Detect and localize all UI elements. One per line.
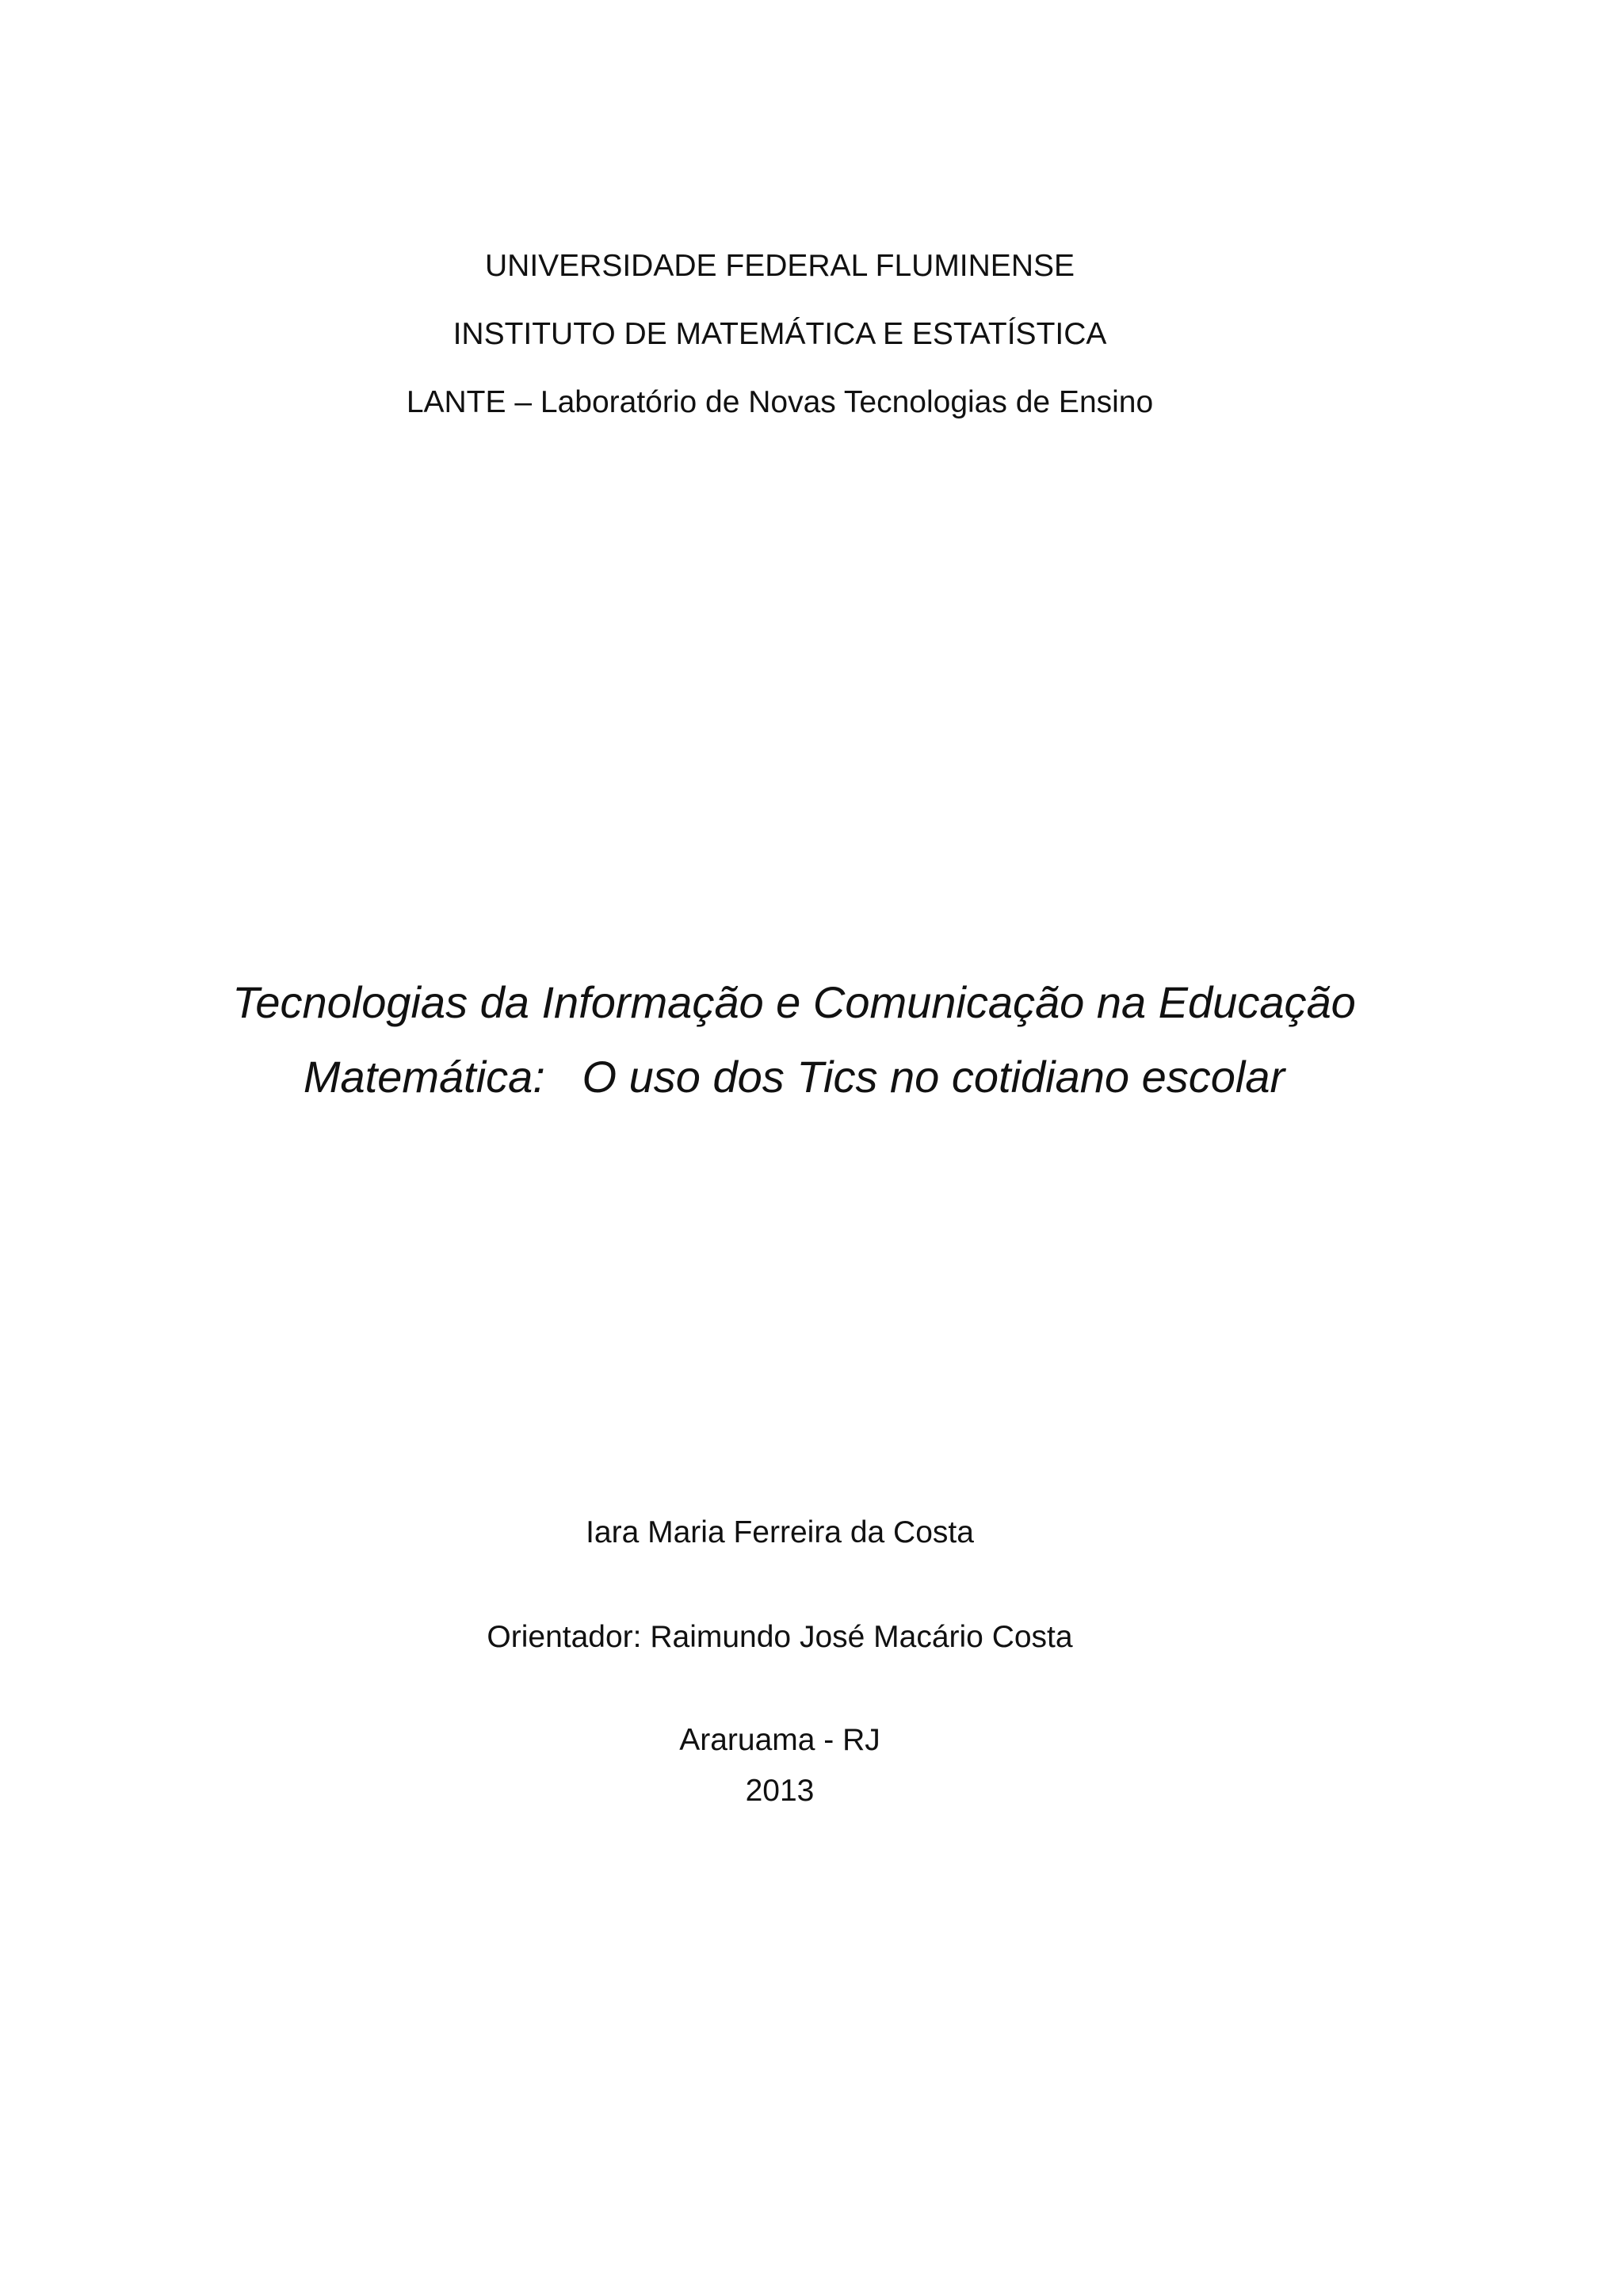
university-name: UNIVERSIDADE FEDERAL FLUMINENSE	[484, 249, 1075, 283]
document-title-line-2: Matemática: O uso dos Tics no cotidiano escolar	[303, 1052, 1285, 1102]
location: Araruama - RJ	[679, 1723, 880, 1757]
document-title-line-1: Tecnologias da Informação e Comunicação na Educação	[232, 977, 1356, 1027]
year: 2013	[745, 1774, 815, 1808]
advisor-name: Orientador: Raimundo José Macário Costa	[487, 1620, 1073, 1654]
institute-name: INSTITUTO DE MATEMÁTICA E ESTATÍSTICA	[453, 317, 1107, 351]
author-name: Iara Maria Ferreira da Costa	[586, 1515, 974, 1549]
laboratory-name: LANTE – Laboratório de Novas Tecnologias de Ensino	[406, 385, 1154, 419]
